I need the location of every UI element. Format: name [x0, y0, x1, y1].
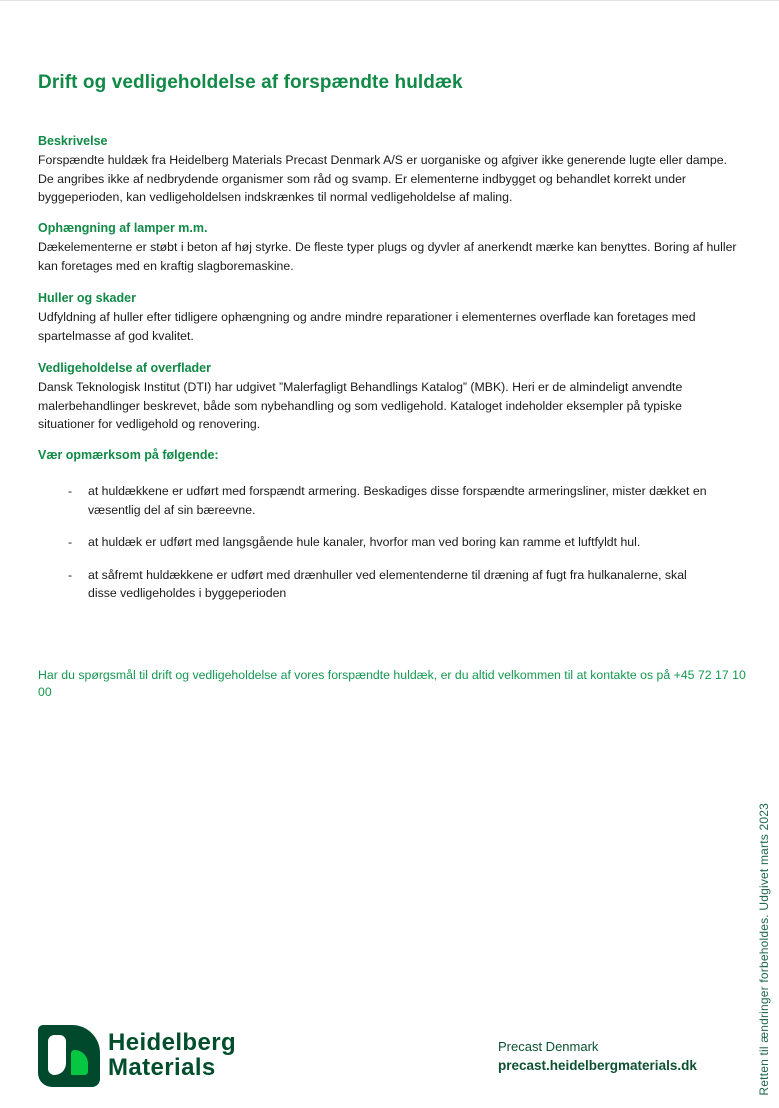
bullet-text: at huldækkene er udført med forspændt armering. Beskadiges disse forspændte armeringsliner, mister dækket en væsentlig del af sin bæreevne. [88, 484, 707, 517]
bullet-dash: - [68, 567, 73, 582]
attention-heading: Vær opmærksom på følgende: [38, 448, 219, 462]
division-name: Precast Denmark [498, 1039, 599, 1054]
section-paragraph: Udfyldning af huller efter tidligere ophængning og andre mindre reparationer i elementernes overflade kan foretages med spartelmasse af god kvalitet. [38, 310, 696, 343]
section-vedligeholdelse [38, 361, 738, 434]
bullet-text: at såfremt huldækkene er udført med drænhuller ved elementenderne til dræning af fugt fra hulkanalerne, skal disse vedligeholdes i byggeperioden [88, 567, 687, 600]
list-item [38, 482, 738, 519]
section-ophaengning [38, 221, 738, 275]
footer-contact-block [498, 1038, 697, 1075]
brand-wordmark [108, 1030, 236, 1080]
section-paragraph: Dækelementerne er støbt i beton af høj styrke. De fleste typer plugs og dyvler af anerkendt mærke kan benyttes. Boring af huller kan foretages med en kraftig slagboremaskine. [38, 240, 737, 273]
logo-white-shape [48, 1035, 66, 1075]
website-url: precast.heidelbergmaterials.dk [498, 1058, 697, 1073]
list-item [38, 566, 738, 603]
section-paragraph: Dansk Teknologisk Institut (DTI) har udgivet ”Malerfagligt Behandlings Katalog” (MBK). Heri er de almindeligt anvendte malerbehandlinger beskrevet, både som nybehandling og som vedligehold. Kataloget indeholder eksempler på typiske situationer for vedligehold og renovering. [38, 380, 683, 431]
section-heading: Huller og skader [38, 291, 136, 305]
page-title: Drift og vedligeholdelse af forspændte huldæk [38, 72, 463, 93]
section-heading: Vedligeholdelse af overflader [38, 361, 211, 375]
bullet-dash: - [68, 484, 73, 498]
attention-bullet-list [38, 482, 738, 617]
brand-line-1: Heidelberg [108, 1029, 237, 1056]
heidelberg-materials-logo-icon [38, 1025, 100, 1087]
section-heading: Beskrivelse [38, 134, 108, 148]
revision-note-vertical: Retten til ændringer forbeholdes. Udgivet marts 2023 [757, 803, 771, 1096]
bullet-text: at huldæk er udført med langsgående hule kanaler, hvorfor man ved boring kan ramme et luftfyldt hul. [88, 535, 641, 549]
contact-note: Har du spørgsmål til drift og vedligeholdelse af vores forspændte huldæk, er du altid velkommen til at kontakte os på +45 72 17 10 00 [38, 668, 746, 699]
section-beskrivelse [38, 134, 738, 207]
section-paragraph: Forspændte huldæk fra Heidelberg Materials Precast Denmark A/S er uorganiske og afgiver ikke generende lugte eller dampe. De angribes ikke af nedbrydende organismer som råd og svamp. Er elementerne indbygget og behandlet korrekt under byggeperioden, kan vedligeholdelsen indskrænkes til normal vedligeholdelse af maling. [38, 153, 727, 204]
logo-leaf-icon [71, 1050, 88, 1075]
bullet-dash: - [68, 535, 73, 549]
section-huller-og-skader [38, 291, 738, 345]
list-item [38, 533, 738, 552]
section-heading: Ophængning af lamper m.m. [38, 221, 208, 235]
brand-line-2: Materials [108, 1054, 216, 1081]
